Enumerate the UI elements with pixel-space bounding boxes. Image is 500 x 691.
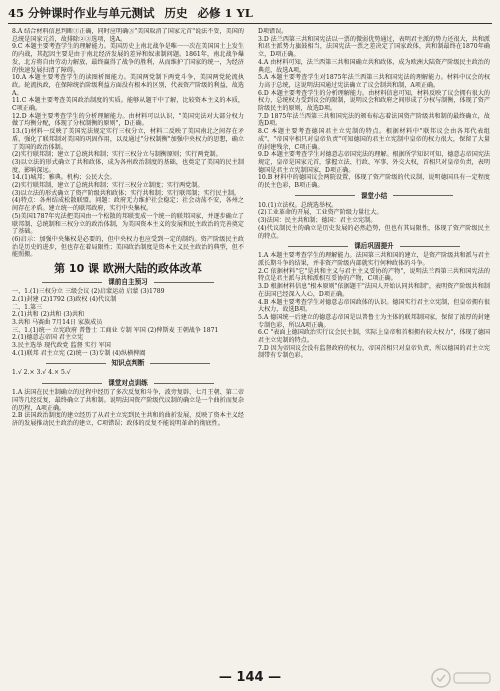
- answer-paragraph: (2)实行联邦制，建立了总统共和制；实行三权分立制度；实行两党制。: [12, 182, 204, 190]
- preview-line: 2.(1)德意志帝国 君主立宪: [12, 334, 84, 342]
- answer-paragraph: 9.C 本题主要考查学生的理解能力。美国历史上南北战争是唯一一次在美国国土上发生的内战，其起因主要是由于南北经济发展的差异和奴隶制问题。1861年，南北战争爆发，北方将自由劳动力解放，最终赢得了战争的胜利，从而维护了国家的统一，为经济的快速发展扫清了障碍。: [12, 43, 244, 74]
- answer-paragraph: 4.A 由材料可知，法兰西第三共和国确立共和政体，成为欧洲大陆资产阶级民主政治的典范，故选A项。: [258, 58, 490, 74]
- after-class-line: 4.B 本题主要考查学生对德意志帝国政体的认识。德国实行君主立宪制，但皇帝拥有很大权力，故选B项。: [258, 298, 490, 314]
- answer-paragraph: (5)美国1787年宪法把美国由一个松散的邦联变成一个统一的联邦国家，并逐步确立了联邦制、总统制和三权分立的政治体制，为美国资本主义的发展和民主政治的完善奠定了基础。: [12, 212, 244, 236]
- answer-paragraph: (3)以立法的形式确立了资产阶级共和政体；实行共和制；实行联邦制；实行民主制。: [12, 189, 241, 197]
- practice-line: 1.A 法国在民主制确立的过程中经历了多次反复和斗争，波旁复辟、七月王朝、第二帝国等几经反复，最终确立了共和制。说明法国资产阶级代议制的确立是一个曲折而复杂的历程，A项正确。: [12, 389, 244, 412]
- left-column: [12, 28, 244, 663]
- after-class-line: 7.D 因为帝国议会没有监督政府的权力，帝国首相只对皇帝负责，所以德国的君主立宪制带有专制色彩。: [258, 344, 490, 360]
- answer-paragraph: 11.C 本题主要考查美国政治制度的实质。能够从题干中了解，比较资本主义的本质，C项正确。: [12, 97, 244, 113]
- preview-line: 三、1.(1)统一 立宪政府 普鲁士 工商业 专制 军国 (2)俾斯麦 王朝战争 1871: [12, 326, 219, 334]
- section-heading-summary: 课堂小结: [258, 191, 490, 201]
- after-class-line: 1.A 本题主要考查学生的理解能力。法国第三共和国的建立，是资产阶级共和派与君主派长期斗争的结果，并非资产阶级内部就实行何种政体的斗争。: [258, 252, 490, 267]
- answer-paragraph: (3)以立法的形式确立了共和政体，成为各州政治制度的基础，也奠定了美国的民主制度，影响深远。: [12, 158, 244, 174]
- page-number: — 144 —: [218, 670, 282, 685]
- after-class-line: 5.A 德国统一后建立的德意志帝国是以普鲁士为主体的联邦制国家，保留了浓厚的封建专制色彩，所以A项正确。: [258, 313, 490, 329]
- preview-line: 二、1.第三: [12, 303, 43, 311]
- answer-paragraph: 3.D 法兰西第三共和国宪法以一票的微弱优势通过，表明君主派的势力还很大，共和派和君主派势力旗鼓相当，法国宪法一票之差决定了国家政体，共和制最终在1870年确立，D项正确。: [258, 35, 490, 59]
- preview-line: 一、1.(1)三权分立 三级会议 (2)启蒙运动 启蒙 (3)1789: [12, 288, 165, 296]
- section-heading-judge: 知识点判断: [12, 358, 244, 368]
- section-heading-after-class: 课后巩固提升: [258, 241, 490, 251]
- preview-line: 3.民主选举 现代政党 监督 实行 军国: [12, 342, 111, 350]
- answer-paragraph: (6)启示：加强中央集权是必要的，但中央权力也应受到一定的制约。资产阶级民主政治是历史的进步，但也存在着局限性；美国政治制度是资本主义民主政治的典型，但不能照搬。: [12, 235, 244, 259]
- answer-paragraph: (2)实行联邦制；建立了总统共和制；实行三权分立与制衡原则；实行两党制。: [12, 151, 222, 159]
- subject-label: 历史: [164, 6, 188, 20]
- after-class-line: 6.C "表面上德国政治实行议会民主制，实际上皇帝和首相拥有较大权力"，体现了德国君主立宪制的特点。: [258, 329, 490, 345]
- answer-paragraph: 14.(1)城邦；雅典。机构；公民大会。: [12, 174, 116, 182]
- watermark-logo: [430, 667, 494, 689]
- judge-line: 1.√ 2.× 3.√ 4.× 5.√: [12, 369, 71, 377]
- volume-label: 必修 1 YL: [197, 6, 253, 20]
- answer-paragraph: 10.A 本题主要考查学生的读图析图能力。美国两党制下两党斗争，美国两党轮流执政。轮流执政，在保障统治阶级利益方面没有根本的区别，代表资产阶级的利益，故选A。: [12, 74, 244, 97]
- section-heading-preview: 课前自主预习: [12, 277, 244, 287]
- answer-paragraph: 5.A 本题主要考查学生对1875年法兰西第三共和国宪法的理解能力。材料中议会的权力高于总统，这说明法国通过宪法确立了议会制共和制，A项正确。: [258, 74, 490, 89]
- answer-paragraph: 10.B 材料中的德国议会两院设置，体现了资产阶级的代议制，说明德国具有一定程度的民主色彩，B项正确。: [258, 174, 490, 190]
- after-class-line: 3.D 根据材料信息"根本原则"依据题干"法国人开始认同共和制"，表明资产阶级共和制在法国已经深入人心，D项正确。: [258, 283, 490, 298]
- answer-paragraph: (4)特点：各州结成松散联盟。问题：政府无力维护社会稳定；社会动荡不安，各州之间存在矛盾。建立统一的联邦政府，实行中央集权。: [12, 197, 244, 213]
- answer-paragraph: 8.A 结合材料信息判断①正确，同时应明确③"美国取消了国家元首"说法不妥，美国的总统是国家元首，故排除②③选项，选A。: [12, 28, 244, 43]
- answer-paragraph: 13.(1)材料一反映了美国宪法规定实行三权分立，材料二反映了美国南北之间存在矛盾，强化了联邦制对美国的巩固作用，以及通过"分权制衡"加强中央权力的思想，确立了美国的政治体制。: [12, 128, 244, 151]
- answer-paragraph: 7.D 1875年法兰西第三共和国宪法的颁布标志着法国资产阶级共和制的最终确立，故选D项。: [258, 112, 490, 128]
- preview-line: 4.(1)联邦 君主立宪 (2)统一 (3)专制 (4)纵横捭阖: [12, 349, 146, 357]
- book-title: 45 分钟课时作业与单元测试: [8, 6, 155, 20]
- answer-paragraph: 12.D 本题主要考查学生的分析理解能力。由材料可以认识，"美国宪法对大部分权力做了均衡分配，体现了分权制衡的原则"，D正确。: [12, 112, 244, 128]
- summary-line: 10.(1)立法权。总统选举权。: [258, 201, 338, 209]
- answer-paragraph: D项错误。: [258, 28, 288, 35]
- answer-paragraph: 6.D 本题主要考查学生的分析理解能力。由材料信息可知，材料反映了议会拥有很大的权力，总统权力受到议会的限制，说明议会和政府之间形成了分权与制衡，体现了资产阶级民主的原则，故选D项。: [258, 89, 490, 113]
- right-column: [258, 28, 490, 663]
- preview-line: 2.(1)封建 (2)1792 (3)政权 (4)代议制: [12, 295, 117, 303]
- after-class-line: 2.C 依据材料"它"是共和主义与君主主义妥协的产物"，说明法兰西第三共和国宪法的特点是君主派与共和派相互妥协的产物，C项正确。: [258, 267, 490, 283]
- answer-paragraph: 8.C 本题主要考查德国君主立宪制的特点。根据材料中"联邦议会由各邦代表组成"、"帝国宰相只对皇帝负责"可知德国的君主立宪制中皇帝的权力很大，保留了大量的封建残余，C项正确。: [258, 128, 490, 151]
- page-header: [8, 4, 492, 24]
- section-heading-practice: 课堂对点训练: [12, 378, 244, 388]
- preview-line: 3.共和 马赛曲 7月14日 家族成员: [12, 318, 103, 326]
- summary-line: (3)法国：民主共和制；德国：君主立宪制。: [258, 217, 377, 225]
- preview-line: 2.(1)共和 (2)共和 (3)共和: [12, 311, 85, 319]
- practice-line: 2.B 法国政治制度的建立经历了从君主立宪到民主共和的曲折发展，反映了资本主义经济的发展推动民主政治的建立，C项错误；政体的反复不能说明革命的彻底性。: [12, 412, 244, 427]
- lesson-title: 第 10 课 欧洲大陆的政体改革: [54, 262, 202, 276]
- summary-line: (2)工业革命的开展，工业资产阶级力量壮大。: [258, 209, 383, 217]
- summary-line: (4)代议制民主的确立是历史发展的必然趋势，但也有其局限性，体现了资产阶级民主的特点。: [258, 224, 490, 240]
- answer-paragraph: 9.D 本题主要考查学生对德意志帝国宪法的理解。根据所学知识可知，德意志帝国宪法规定，皇帝是国家元首，掌握立法、行政、军事、外交大权，首相只对皇帝负责，表明德国是君主立宪制国家，D项正确。: [258, 151, 490, 174]
